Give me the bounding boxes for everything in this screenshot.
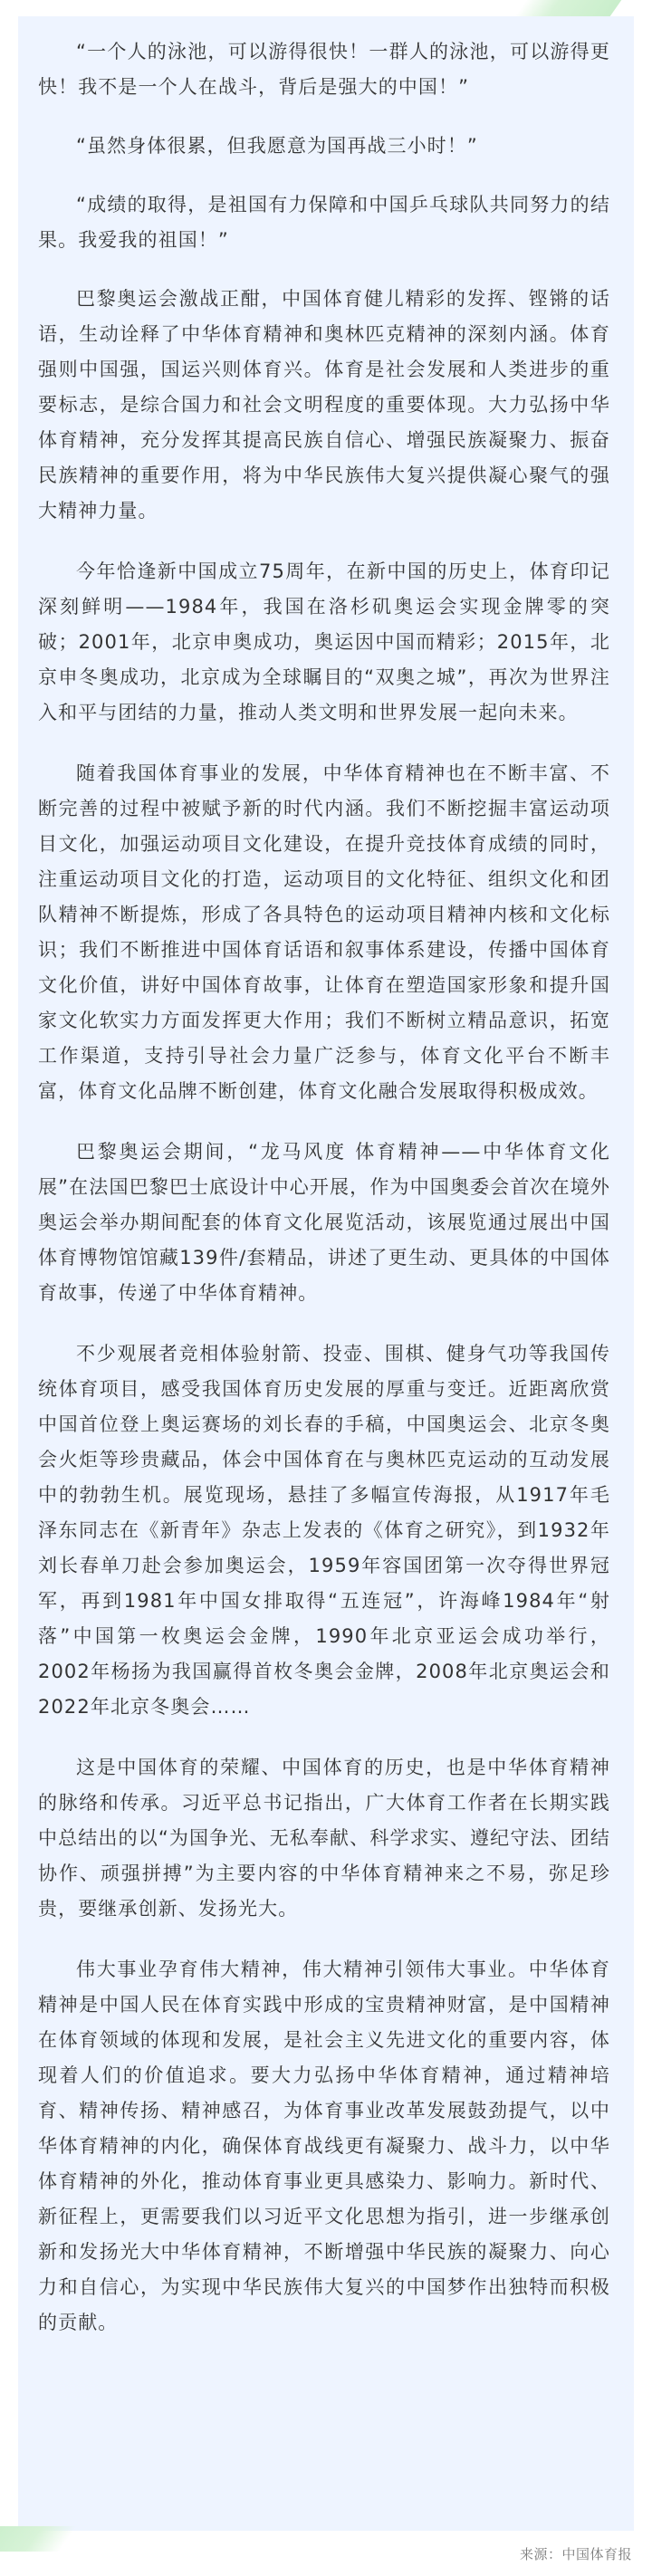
top-decoration (515, 0, 622, 16)
article-paragraph-10: 伟大事业孕育伟大精神，伟大精神引领伟大事业。中华体育精神是中国人民在体育实践中形成的宝贵精神财富，是中国精神在体育领域的体现和发展，是社会主义先进文化的重要内容，体现着人们的价值追求。要大力弘扬中华体育精神，通过精神培育、精神传扬、精神感召，为体育事业改革发展鼓劲提气，以中华体育精神的内化，确保体育战线更有凝聚力、战斗力，以中华体育精神的外化，推动体育事业更具感染力、影响力。新时代、新征程上，更需要我们以习近平文化思想为指引，进一步继承创新和发扬光大中华体育精神，不断增强中华民族的凝聚力、向心力和自信心，为实现中华民族伟大复兴的中国梦作出独特而积极的贡献。 (38, 1958, 610, 2333)
source-credit: 来源：中国体育报 (519, 2546, 632, 2562)
article-paragraph-6: 随着我国体育事业的发展，中华体育精神也在不断丰富、不断完善的过程中被赋予新的时代内涵。我们不断挖掘丰富运动项目文化，加强运动项目文化建设，在提升竞技体育成绩的同时，注重运动项目文化的打造，运动项目的文化特征、组织文化和团队精神不断提炼，形成了各具特色的运动项目精神内核和文化标识；我们不断推进中国体育话语和叙事体系建设，传播中国体育文化价值，讲好中国体育故事，让体育在塑造国家形象和提升国家文化软实力方面发挥更大作用；我们不断树立精品意识，拓宽工作渠道，支持引导社会力量广泛参与，体育文化平台不断丰富，体育文化品牌不断创建，体育文化融合发展取得积极成效。 (38, 762, 610, 1102)
article-paragraph-5: 今年恰逢新中国成立75周年，在新中国的历史上，体育印记深刻鲜明——1984年，我国在洛杉矶奥运会实现金牌零的突破；2001年，北京申奥成功，奥运因中国而精彩；2015年，北京申冬奥成功，北京成为全球瞩目的“双奥之城”，再次为世界注入和平与团结的力量，推动人类文明和世界发展一起向未来。 (38, 560, 610, 723)
quote-paragraph-1: “一个人的泳池，可以游得很快！一群人的泳池，可以游得更快！我不是一个人在战斗，背后是强大的中国！” (38, 41, 610, 98)
article-paragraph-8: 不少观展者竞相体验射箭、投壶、围棋、健身气功等我国传统体育项目，感受我国体育历史发展的厚重与变迁。近距离欣赏中国首位登上奥运赛场的刘长春的手稿，中国奥运会、北京冬奥会火炬等珍贵藏品，体会中国体育在与奥林匹克运动的互动发展中的勃勃生机。展览现场，悬挂了多幅宣传海报，从1917年毛泽东同志在《新青年》杂志上发表的《体育之研究》，到1932年刘长春单刀赴会参加奥运会，1959年容国团第一次夺得世界冠军，再到1981年中国女排取得“五连冠”，许海峰1984年“射落”中国第一枚奥运会金牌，1990年北京亚运会成功举行，2002年杨扬为我国赢得首枚冬奥会金牌，2008年北京奥运会和2022年北京冬奥会…… (38, 1343, 610, 1718)
quote-paragraph-2: “虽然身体很累，但我愿意为国再战三小时！” (76, 135, 478, 157)
article-paragraph-4: 巴黎奥运会激战正酣，中国体育健儿精彩的发挥、铿锵的话语，生动诠释了中华体育精神和奥林匹克精神的深刻内涵。体育强则中国强，国运兴则体育兴。体育是社会发展和人类进步的重要标志，是综合国力和社会文明程度的重要体现。大力弘扬中华体育精神，充分发挥其提高民族自信心、增强民族凝聚力、振奋民族精神的重要作用，将为中华民族伟大复兴提供凝心聚气的强大精神力量。 (38, 288, 610, 522)
quote-paragraph-3: “成绩的取得，是祖国有力保障和中国乒乓球队共同努力的结果。我爱我的祖国！” (38, 194, 610, 251)
article-card (18, 16, 634, 2531)
bottom-decoration (0, 2526, 77, 2552)
article-paragraph-9: 这是中国体育的荣耀、中国体育的历史，也是中华体育精神的脉络和传承。习近平总书记指出，广大体育工作者在长期实践中总结出的以“为国争光、无私奉献、科学求实、遵纪守法、团结协作、顽强拼搏”为主要内容的中华体育精神来之不易，弥足珍贵，要继承创新、发扬光大。 (38, 1757, 610, 1920)
article-paragraph-7: 巴黎奥运会期间，“龙马风度 体育精神——中华体育文化展”在法国巴黎巴士底设计中心开展，作为中国奥委会首次在境外奥运会举办期间配套的体育文化展览活动，该展览通过展出中国体育博物馆馆藏139件/套精品，讲述了更生动、更具体的中国体育故事，传递了中华体育精神。 (38, 1141, 610, 1304)
